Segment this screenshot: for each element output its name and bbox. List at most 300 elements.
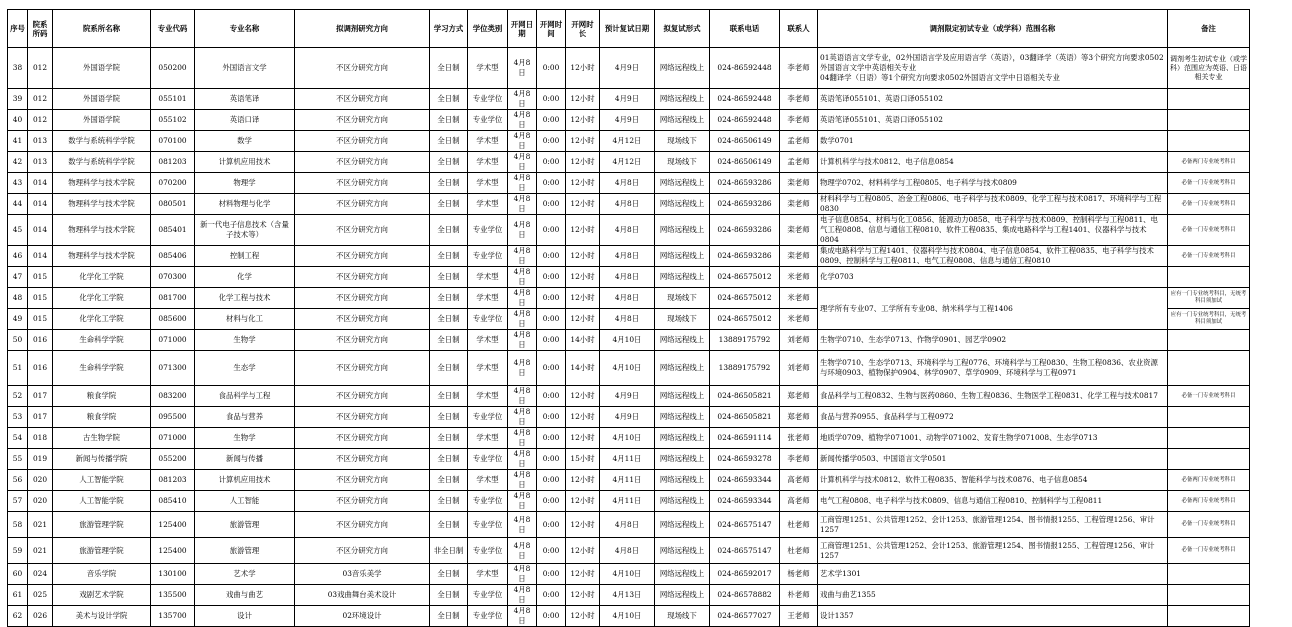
cell-interview-date: 4月8日 (600, 267, 655, 288)
cell-scope: 工商管理1251、公共管理1252、会计1253、旅游管理1254、图书情报1255、工程管理1256、审计1257 (818, 538, 1168, 564)
cell-degree-type: 学术型 (468, 48, 508, 89)
cell-major-name: 艺术学 (195, 564, 295, 585)
cell-interview-form: 网络远程线上 (655, 267, 710, 288)
cell-row-number: 50 (8, 330, 28, 351)
cell-major-name: 化学 (195, 267, 295, 288)
cell-remark: 应有一门专业统考科目，无统考科目须加试 (1168, 288, 1250, 309)
cell-open-duration: 12小时 (566, 606, 600, 627)
cell-research-direction: 不区分研究方向 (295, 152, 430, 173)
cell-study-mode: 全日制 (430, 330, 468, 351)
cell-dept-code: 014 (28, 194, 53, 215)
cell-research-direction: 不区分研究方向 (295, 449, 430, 470)
cell-contact-phone: 13889175792 (710, 351, 780, 386)
cell-major-code: 125400 (151, 512, 195, 538)
cell-interview-date: 4月10日 (600, 606, 655, 627)
cell-open-date: 4月8日 (508, 407, 537, 428)
table-row (8, 386, 1250, 407)
cell-contact-phone: 13889175792 (710, 330, 780, 351)
cell-open-time: 0:00 (537, 267, 566, 288)
cell-interview-date: 4月8日 (600, 246, 655, 267)
cell-interview-date: 4月11日 (600, 449, 655, 470)
cell-interview-form: 现场线下 (655, 288, 710, 309)
cell-open-date: 4月8日 (508, 564, 537, 585)
cell-interview-date: 4月12日 (600, 131, 655, 152)
cell-interview-form: 现场线下 (655, 152, 710, 173)
cell-interview-date: 4月9日 (600, 48, 655, 89)
cell-open-date: 4月8日 (508, 131, 537, 152)
cell-contact-phone: 024-86506149 (710, 152, 780, 173)
table-row (8, 407, 1250, 428)
cell-interview-form: 现场线下 (655, 131, 710, 152)
cell-contact-phone: 024-86593286 (710, 246, 780, 267)
cell-research-direction: 不区分研究方向 (295, 131, 430, 152)
table-row (8, 173, 1250, 194)
cell-study-mode: 全日制 (430, 449, 468, 470)
cell-interview-form: 网络远程线上 (655, 585, 710, 606)
cell-study-mode: 全日制 (430, 386, 468, 407)
cell-major-code: 071000 (151, 428, 195, 449)
cell-degree-type: 学术型 (468, 470, 508, 491)
cell-contact-phone: 024-86593286 (710, 194, 780, 215)
cell-major-name: 化学工程与技术 (195, 288, 295, 309)
cell-dept-name: 粮食学院 (53, 407, 151, 428)
header-open-time: 开网时间 (537, 10, 566, 48)
cell-contact-person: 郑老师 (780, 407, 818, 428)
cell-contact-person: 高老师 (780, 491, 818, 512)
cell-open-time: 0:00 (537, 194, 566, 215)
cell-row-number: 51 (8, 351, 28, 386)
cell-contact-person: 米老师 (780, 288, 818, 309)
cell-research-direction: 不区分研究方向 (295, 288, 430, 309)
cell-interview-date: 4月9日 (600, 407, 655, 428)
cell-degree-type: 学术型 (468, 131, 508, 152)
cell-contact-phone: 024-86575012 (710, 288, 780, 309)
cell-contact-person: 米老师 (780, 309, 818, 330)
cell-interview-date: 4月10日 (600, 351, 655, 386)
cell-remark (1168, 428, 1250, 449)
cell-remark (1168, 564, 1250, 585)
cell-scope: 生物学0710、生态学0713、环境科学与工程0776、环境科学与工程0830、生物工程0836、农业资源与环境0903、植物保护0904、林学0907、草学0909、环境科学与工程0971 (818, 351, 1168, 386)
cell-study-mode: 全日制 (430, 89, 468, 110)
cell-interview-form: 网络远程线上 (655, 491, 710, 512)
cell-open-date: 4月8日 (508, 309, 537, 330)
cell-major-name: 英语口译 (195, 110, 295, 131)
cell-open-duration: 14小时 (566, 351, 600, 386)
cell-major-name: 生物学 (195, 330, 295, 351)
cell-interview-date: 4月8日 (600, 512, 655, 538)
table-row (8, 267, 1250, 288)
cell-open-date: 4月8日 (508, 246, 537, 267)
table-row (8, 491, 1250, 512)
cell-dept-code: 015 (28, 288, 53, 309)
cell-major-code: 083200 (151, 386, 195, 407)
cell-contact-phone: 024-86592448 (710, 89, 780, 110)
cell-major-code: 055101 (151, 89, 195, 110)
table-row (8, 351, 1250, 386)
cell-scope: 英语笔译055101、英语口译055102 (818, 89, 1168, 110)
cell-open-duration: 12小时 (566, 386, 600, 407)
cell-degree-type: 专业学位 (468, 110, 508, 131)
cell-row-number: 49 (8, 309, 28, 330)
cell-scope: 集成电路科学与工程1401、仪器科学与技术0804、电子信息0854、软件工程0835、电子科学与技术0809、控制科学与工程0811、电气工程0808、信息与通信工程0810 (818, 246, 1168, 267)
cell-research-direction: 不区分研究方向 (295, 173, 430, 194)
cell-open-date: 4月8日 (508, 173, 537, 194)
cell-interview-form: 网络远程线上 (655, 428, 710, 449)
cell-open-time: 0:00 (537, 246, 566, 267)
cell-dept-code: 013 (28, 131, 53, 152)
cell-dept-code: 012 (28, 110, 53, 131)
cell-contact-person: 李老师 (780, 89, 818, 110)
cell-major-name: 旅游管理 (195, 538, 295, 564)
cell-remark (1168, 449, 1250, 470)
cell-row-number: 45 (8, 215, 28, 246)
cell-degree-type: 学术型 (468, 152, 508, 173)
cell-remark (1168, 330, 1250, 351)
cell-major-name: 生态学 (195, 351, 295, 386)
cell-open-time: 0:00 (537, 449, 566, 470)
cell-scope: 电子信息0854、材料与化工0856、能源动力0858、电子科学与技术0809、控制科学与工程0811、电气工程0808、信息与通信工程0810、软件工程0835、集成电路科学与工程1401、仪器科学与技术0804 (818, 215, 1168, 246)
cell-major-code: 135700 (151, 606, 195, 627)
cell-major-name: 物理学 (195, 173, 295, 194)
cell-dept-code: 014 (28, 215, 53, 246)
cell-open-time: 0:00 (537, 606, 566, 627)
cell-contact-person: 李老师 (780, 48, 818, 89)
table-row (8, 48, 1250, 89)
cell-study-mode: 全日制 (430, 309, 468, 330)
cell-scope: 理学所有专业07、工学所有专业08、纳米科学与工程1406 (818, 288, 1168, 330)
cell-row-number: 52 (8, 386, 28, 407)
cell-open-time: 0:00 (537, 288, 566, 309)
cell-study-mode: 全日制 (430, 131, 468, 152)
cell-remark: 必备一门专业统考科目 (1168, 512, 1250, 538)
table-row (8, 246, 1250, 267)
cell-scope: 新闻传播学0503、中国语言文学0501 (818, 449, 1168, 470)
cell-open-date: 4月8日 (508, 470, 537, 491)
cell-major-name: 食品与营养 (195, 407, 295, 428)
header-dept-name: 院系所名称 (53, 10, 151, 48)
cell-study-mode: 全日制 (430, 606, 468, 627)
cell-degree-type: 学术型 (468, 267, 508, 288)
cell-open-date: 4月8日 (508, 110, 537, 131)
cell-degree-type: 专业学位 (468, 449, 508, 470)
cell-remark (1168, 267, 1250, 288)
cell-row-number: 39 (8, 89, 28, 110)
cell-study-mode: 全日制 (430, 152, 468, 173)
cell-major-name: 计算机应用技术 (195, 470, 295, 491)
cell-open-time: 0:00 (537, 386, 566, 407)
cell-open-time: 0:00 (537, 585, 566, 606)
cell-dept-code: 015 (28, 267, 53, 288)
cell-remark: 必备两门专业统考科目 (1168, 491, 1250, 512)
cell-dept-code: 025 (28, 585, 53, 606)
cell-scope: 计算机科学与技术0812、软件工程0835、智能科学与技术0876、电子信息0854 (818, 470, 1168, 491)
cell-interview-form: 网络远程线上 (655, 449, 710, 470)
header-major-code: 专业代码 (151, 10, 195, 48)
cell-dept-code: 015 (28, 309, 53, 330)
cell-open-time: 0:00 (537, 309, 566, 330)
cell-research-direction: 不区分研究方向 (295, 538, 430, 564)
cell-open-date: 4月8日 (508, 351, 537, 386)
cell-contact-phone: 024-86575012 (710, 309, 780, 330)
admissions-table-sheet (7, 9, 1250, 627)
header-scope: 调剂限定初试专业（或学科）范围名称 (818, 10, 1168, 48)
cell-scope: 电气工程0808、电子科学与技术0809、信息与通信工程0810、控制科学与工程0811 (818, 491, 1168, 512)
cell-major-name: 材料与化工 (195, 309, 295, 330)
cell-major-code: 055200 (151, 449, 195, 470)
cell-scope: 材料科学与工程0805、冶金工程0806、电子科学与技术0809、化学工程与技术0817、环境科学与工程0830 (818, 194, 1168, 215)
adjustment-table (7, 9, 1250, 627)
cell-major-code: 125400 (151, 538, 195, 564)
cell-interview-date: 4月9日 (600, 110, 655, 131)
cell-dept-code: 021 (28, 512, 53, 538)
cell-row-number: 62 (8, 606, 28, 627)
cell-open-time: 0:00 (537, 491, 566, 512)
cell-major-name: 材料物理与化学 (195, 194, 295, 215)
cell-open-duration: 12小时 (566, 131, 600, 152)
cell-major-code: 080501 (151, 194, 195, 215)
cell-contact-phone: 024-86593286 (710, 215, 780, 246)
cell-contact-person: 刘老师 (780, 351, 818, 386)
cell-remark (1168, 606, 1250, 627)
cell-dept-name: 化学化工学院 (53, 288, 151, 309)
cell-major-code: 071300 (151, 351, 195, 386)
cell-interview-form: 网络远程线上 (655, 330, 710, 351)
cell-contact-person: 张老师 (780, 428, 818, 449)
cell-row-number: 38 (8, 48, 28, 89)
cell-scope: 食品科学与工程0832、生物与医药0860、生物工程0836、生物医学工程0831、化学工程与技术0817 (818, 386, 1168, 407)
cell-interview-date: 4月8日 (600, 194, 655, 215)
cell-major-code: 071000 (151, 330, 195, 351)
cell-dept-name: 化学化工学院 (53, 309, 151, 330)
cell-contact-person: 栾老师 (780, 246, 818, 267)
cell-remark: 必备一门专业统考科目 (1168, 194, 1250, 215)
cell-open-date: 4月8日 (508, 606, 537, 627)
cell-contact-person: 高老师 (780, 470, 818, 491)
cell-major-name: 控制工程 (195, 246, 295, 267)
cell-open-time: 0:00 (537, 330, 566, 351)
table-row (8, 110, 1250, 131)
cell-interview-date: 4月10日 (600, 330, 655, 351)
header-major-name: 专业名称 (195, 10, 295, 48)
header-interview-form: 拟复试形式 (655, 10, 710, 48)
cell-row-number: 44 (8, 194, 28, 215)
cell-dept-code: 021 (28, 538, 53, 564)
cell-research-direction: 不区分研究方向 (295, 309, 430, 330)
cell-open-time: 0:00 (537, 407, 566, 428)
cell-open-date: 4月8日 (508, 512, 537, 538)
cell-row-number: 59 (8, 538, 28, 564)
cell-major-code: 085600 (151, 309, 195, 330)
cell-dept-code: 017 (28, 386, 53, 407)
header-open-date: 开网日期 (508, 10, 537, 48)
cell-dept-code: 016 (28, 351, 53, 386)
table-row (8, 449, 1250, 470)
cell-row-number: 55 (8, 449, 28, 470)
cell-degree-type: 专业学位 (468, 512, 508, 538)
cell-scope: 设计1357 (818, 606, 1168, 627)
cell-interview-date: 4月8日 (600, 173, 655, 194)
cell-remark: 必备一门专业统考科目 (1168, 386, 1250, 407)
cell-degree-type: 专业学位 (468, 215, 508, 246)
cell-major-name: 人工智能 (195, 491, 295, 512)
cell-study-mode: 全日制 (430, 407, 468, 428)
cell-open-date: 4月8日 (508, 48, 537, 89)
cell-remark (1168, 407, 1250, 428)
cell-dept-name: 新闻与传播学院 (53, 449, 151, 470)
cell-interview-form: 网络远程线上 (655, 246, 710, 267)
cell-open-date: 4月8日 (508, 585, 537, 606)
cell-open-duration: 12小时 (566, 48, 600, 89)
header-row-number: 序号 (8, 10, 28, 48)
cell-row-number: 43 (8, 173, 28, 194)
cell-remark (1168, 110, 1250, 131)
cell-major-code: 070100 (151, 131, 195, 152)
cell-degree-type: 学术型 (468, 173, 508, 194)
cell-open-time: 0:00 (537, 173, 566, 194)
cell-study-mode: 全日制 (430, 428, 468, 449)
table-row (8, 131, 1250, 152)
cell-major-code: 095500 (151, 407, 195, 428)
cell-dept-code: 014 (28, 246, 53, 267)
cell-contact-person: 郑老师 (780, 386, 818, 407)
cell-scope: 工商管理1251、公共管理1252、会计1253、旅游管理1254、图书情报1255、工程管理1256、审计1257 (818, 512, 1168, 538)
cell-contact-phone: 024-86575012 (710, 267, 780, 288)
cell-contact-phone: 024-86575147 (710, 538, 780, 564)
cell-open-duration: 12小时 (566, 428, 600, 449)
cell-contact-person: 孟老师 (780, 131, 818, 152)
cell-dept-code: 014 (28, 173, 53, 194)
cell-open-duration: 12小时 (566, 152, 600, 173)
cell-dept-code: 026 (28, 606, 53, 627)
cell-contact-person: 李老师 (780, 449, 818, 470)
cell-dept-code: 013 (28, 152, 53, 173)
cell-open-time: 0:00 (537, 351, 566, 386)
cell-dept-code: 020 (28, 470, 53, 491)
cell-contact-phone: 024-86577027 (710, 606, 780, 627)
cell-open-date: 4月8日 (508, 330, 537, 351)
cell-research-direction: 不区分研究方向 (295, 110, 430, 131)
cell-research-direction: 不区分研究方向 (295, 330, 430, 351)
cell-remark: 必备一门专业统考科目 (1168, 246, 1250, 267)
cell-row-number: 40 (8, 110, 28, 131)
cell-open-duration: 12小时 (566, 564, 600, 585)
cell-contact-phone: 024-86591114 (710, 428, 780, 449)
cell-scope: 英语笔译055101、英语口译055102 (818, 110, 1168, 131)
cell-row-number: 54 (8, 428, 28, 449)
cell-open-time: 0:00 (537, 428, 566, 449)
table-row (8, 152, 1250, 173)
cell-contact-person: 栾老师 (780, 215, 818, 246)
cell-row-number: 41 (8, 131, 28, 152)
table-row (8, 538, 1250, 564)
cell-dept-name: 人工智能学院 (53, 470, 151, 491)
cell-open-date: 4月8日 (508, 538, 537, 564)
cell-open-duration: 12小时 (566, 538, 600, 564)
cell-interview-form: 网络远程线上 (655, 173, 710, 194)
cell-major-code: 130100 (151, 564, 195, 585)
cell-open-duration: 12小时 (566, 512, 600, 538)
cell-row-number: 53 (8, 407, 28, 428)
header-contact-phone: 联系电话 (710, 10, 780, 48)
cell-contact-phone: 024-86505821 (710, 407, 780, 428)
cell-open-duration: 12小时 (566, 309, 600, 330)
cell-open-time: 0:00 (537, 89, 566, 110)
cell-dept-code: 012 (28, 89, 53, 110)
cell-dept-name: 物理科学与技术学院 (53, 246, 151, 267)
cell-dept-code: 020 (28, 491, 53, 512)
cell-dept-name: 美术与设计学院 (53, 606, 151, 627)
cell-major-code: 085406 (151, 246, 195, 267)
cell-degree-type: 专业学位 (468, 407, 508, 428)
cell-major-code: 070200 (151, 173, 195, 194)
cell-study-mode: 全日制 (430, 491, 468, 512)
table-row (8, 585, 1250, 606)
cell-research-direction: 03音乐美学 (295, 564, 430, 585)
cell-research-direction: 03戏曲舞台美术设计 (295, 585, 430, 606)
cell-contact-phone: 024-86593344 (710, 491, 780, 512)
table-row (8, 428, 1250, 449)
cell-open-time: 0:00 (537, 215, 566, 246)
cell-major-name: 新闻与传播 (195, 449, 295, 470)
cell-major-name: 生物学 (195, 428, 295, 449)
header-research-direction: 拟调剂研究方向 (295, 10, 430, 48)
cell-research-direction: 不区分研究方向 (295, 89, 430, 110)
cell-contact-person: 杨老师 (780, 564, 818, 585)
cell-contact-phone: 024-86593278 (710, 449, 780, 470)
cell-interview-date: 4月10日 (600, 564, 655, 585)
cell-major-code: 135500 (151, 585, 195, 606)
header-open-duration: 开网时长 (566, 10, 600, 48)
cell-open-duration: 12小时 (566, 267, 600, 288)
cell-remark (1168, 585, 1250, 606)
cell-research-direction: 不区分研究方向 (295, 246, 430, 267)
cell-contact-phone: 024-86592017 (710, 564, 780, 585)
cell-contact-person: 栾老师 (780, 194, 818, 215)
cell-dept-name: 人工智能学院 (53, 491, 151, 512)
cell-row-number: 60 (8, 564, 28, 585)
cell-degree-type: 学术型 (468, 428, 508, 449)
cell-research-direction: 不区分研究方向 (295, 491, 430, 512)
cell-research-direction: 不区分研究方向 (295, 470, 430, 491)
cell-interview-date: 4月8日 (600, 288, 655, 309)
cell-contact-phone: 024-86593344 (710, 470, 780, 491)
table-row (8, 470, 1250, 491)
cell-interview-date: 4月8日 (600, 538, 655, 564)
cell-interview-date: 4月8日 (600, 215, 655, 246)
cell-dept-name: 戏剧艺术学院 (53, 585, 151, 606)
cell-open-date: 4月8日 (508, 267, 537, 288)
cell-open-duration: 12小时 (566, 491, 600, 512)
cell-study-mode: 全日制 (430, 564, 468, 585)
cell-open-time: 0:00 (537, 131, 566, 152)
cell-remark: 应有一门专业统考科目，无统考科目须加试 (1168, 309, 1250, 330)
cell-degree-type: 专业学位 (468, 309, 508, 330)
cell-study-mode: 全日制 (430, 351, 468, 386)
cell-row-number: 61 (8, 585, 28, 606)
cell-major-code: 081203 (151, 470, 195, 491)
table-row (8, 330, 1250, 351)
cell-open-duration: 12小时 (566, 470, 600, 491)
cell-dept-name: 粮食学院 (53, 386, 151, 407)
cell-contact-phone: 024-86592448 (710, 110, 780, 131)
cell-dept-name: 外国语学院 (53, 110, 151, 131)
table-row (8, 512, 1250, 538)
cell-research-direction: 不区分研究方向 (295, 428, 430, 449)
header-interview-date: 预计复试日期 (600, 10, 655, 48)
table-row (8, 564, 1250, 585)
table-row (8, 89, 1250, 110)
cell-research-direction: 不区分研究方向 (295, 194, 430, 215)
